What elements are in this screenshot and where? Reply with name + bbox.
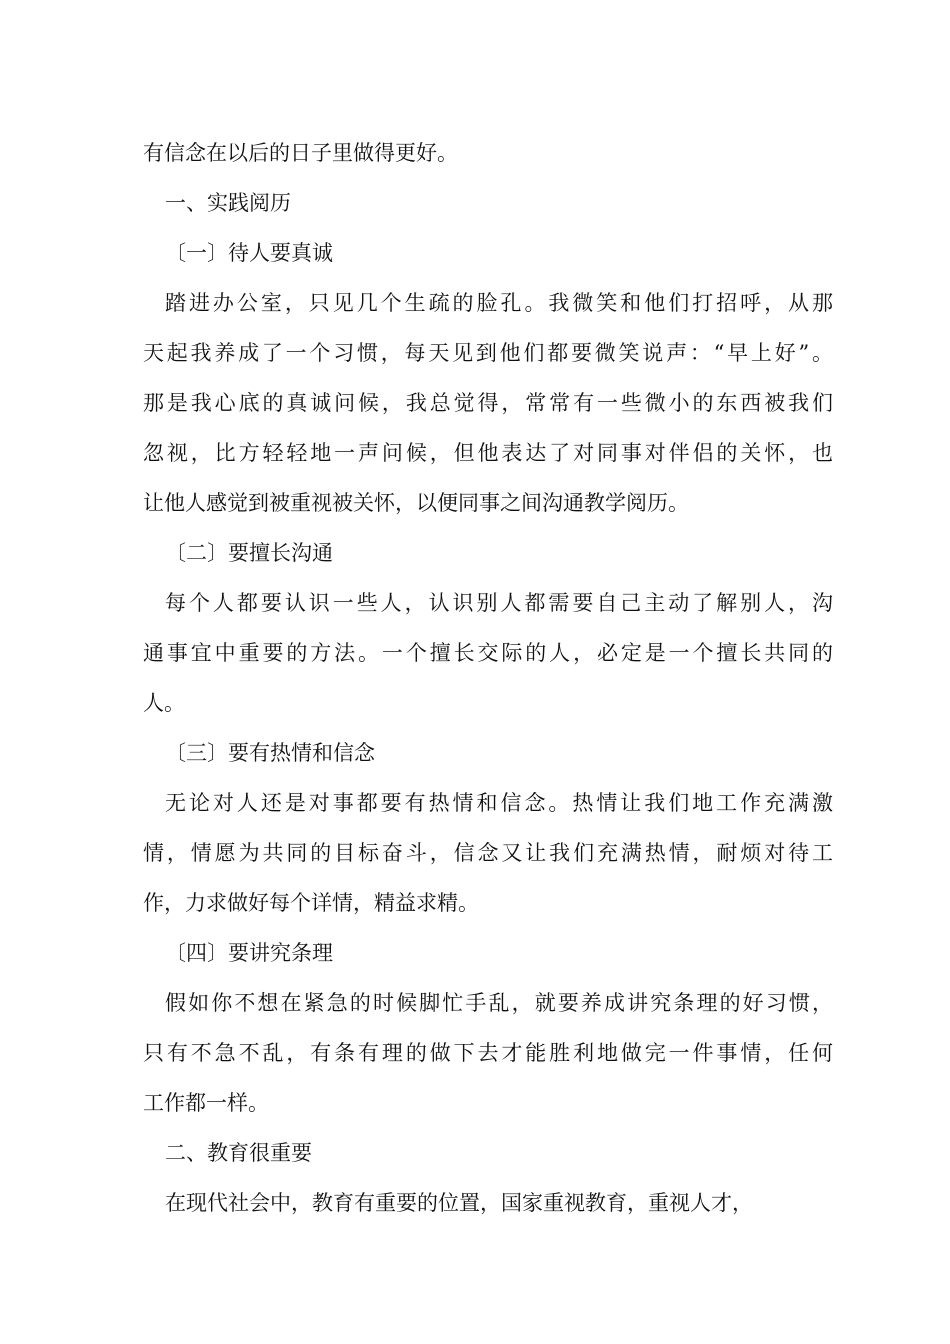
paragraph-line: 人。 [143,691,185,715]
paragraph-line: 有信念在以后的日子里做得更好。 [143,141,458,165]
paragraph-line: 只有不急不乱，有条有理的做下去才能胜利地做完一件事情，任何 [143,1041,833,1065]
subsection-heading: 〔三〕要有热情和信念 [165,741,375,765]
paragraph-line: 让他人感觉到被重视被关怀，以便同事之间沟通教学阅历。 [143,491,689,515]
section-heading: 二、教育很重要 [165,1141,312,1165]
paragraph-line: 假如你不想在紧急的时候脚忙手乱，就要养成讲究条理的好习惯， [165,991,833,1015]
paragraph-line: 无论对人还是对事都要有热情和信念。热情让我们地工作充满激 [165,791,833,815]
paragraph-line: 情，情愿为共同的目标奋斗，信念又让我们充满热情，耐烦对待工 [143,841,833,865]
paragraph-line: 每个人都要认识一些人，认识别人都需要自己主动了解别人，沟 [165,591,833,615]
section-heading: 一、实践阅历 [165,191,291,215]
document-body [143,128,833,1228]
paragraph-line: 作，力求做好每个详情，精益求精。 [143,891,479,915]
paragraph-line: 在现代社会中，教育有重要的位置，国家重视教育，重视人才， [165,1191,753,1215]
paragraph-line: 通事宜中重要的方法。一个擅长交际的人，必定是一个擅长共同的 [143,641,833,665]
paragraph-line: 天起我养成了一个习惯，每天见到他们都要微笑说声：“早上好”。 [143,341,833,365]
subsection-heading: 〔四〕要讲究条理 [165,941,333,965]
paragraph-line: 忽视，比方轻轻地一声问候，但他表达了对同事对伴侣的关怀，也 [143,441,833,465]
paragraph-line: 工作都一样。 [143,1091,269,1115]
subsection-heading: 〔一〕待人要真诚 [165,241,333,265]
paragraph-line: 踏进办公室，只见几个生疏的脸孔。我微笑和他们打招呼，从那 [165,291,833,315]
paragraph-line: 那是我心底的真诚问候，我总觉得，常常有一些微小的东西被我们 [143,391,833,415]
subsection-heading: 〔二〕要擅长沟通 [165,541,333,565]
